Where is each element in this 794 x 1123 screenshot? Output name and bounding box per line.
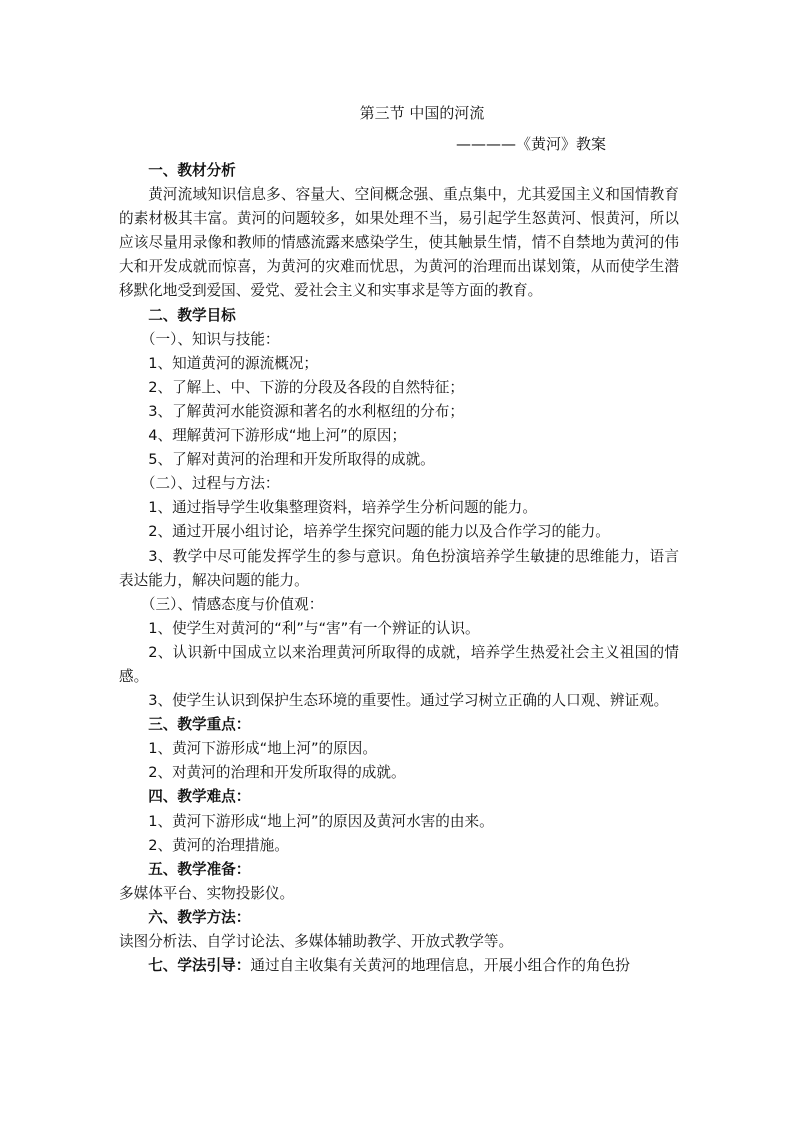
- list-item: 3、使学生认识到保护生态环境的重要性。通过学习树立正确的人口观、辨证观。: [148, 692, 669, 710]
- list-item: 1、黄河下游形成“地上河”的原因。: [148, 740, 377, 758]
- list-item: 1、黄河下游形成“地上河”的原因及黄河水害的由来。: [148, 812, 494, 830]
- subsection-heading-knowledge: （一）、知识与技能：: [140, 330, 280, 348]
- list-item: 2、通过开展小组讨论，培养学生探究问题的能力以及合作学习的能力。: [148, 523, 610, 541]
- section-7-text: 通过自主收集有关黄河的地理信息，开展小组合作的角色扮: [250, 957, 630, 975]
- section-heading-5: 五、教学准备：: [148, 860, 251, 878]
- list-item: 2、了解上、中、下游的分段及各段的自然特征；: [148, 378, 464, 396]
- subsection-heading-attitude: （三）、情感态度与价值观：: [140, 595, 324, 613]
- section-7-line: [119, 954, 679, 978]
- list-item: 2、黄河的治理措施。: [148, 836, 289, 854]
- section-heading-3: 三、教学重点：: [148, 716, 251, 734]
- list-item: 2、认识新中国成立以来治理黄河所取得的成就，培养学生热爱社会主义祖国的情感。: [119, 643, 679, 685]
- section-heading-4: 四、教学难点：: [148, 788, 251, 806]
- list-item: 4、理解黄河下游形成“地上河”的原因；: [148, 427, 407, 445]
- list-item: 3、教学中尽可能发挥学生的参与意识。角色扮演培养学生敏捷的思维能力，语言表达能力，解决问题的能力。: [119, 547, 679, 589]
- section-heading-1: 一、教材分析: [148, 162, 236, 179]
- list-item: 1、知道黄河的源流概况；: [148, 354, 319, 372]
- list-item: 2、对黄河的治理和开发所取得的成就。: [148, 764, 406, 782]
- section-heading-7: 七、学法引导：: [148, 957, 251, 975]
- list-item: 3、了解黄河水能资源和著名的水利枢纽的分布；: [148, 402, 464, 420]
- list-item: 1、使学生对黄河的“利”与“害”有一个辨证的认识。: [148, 619, 480, 637]
- section-heading-6: 六、教学方法：: [148, 908, 251, 926]
- section-1-paragraph: 黄河流域知识信息多、容量大、空间概念强、重点集中，尤其爱国主义和国情教育的素材极其丰富。黄河的问题较多，如果处理不当，易引起学生怒黄河、恨黄河，所以应该尽量用录像和教师的情感流露来感染学生，使其触景生情，情不自禁地为黄河的伟大和开发成就而惊喜，为黄河的灾难而忧思，为黄河的治理而出谋划策，从而使学生潜移默化地受到爱国、爱党、爱社会主义和实事求是等方面的教育。: [119, 186, 679, 300]
- list-item: 1、通过指导学生收集整理资料，培养学生分析问题的能力。: [148, 499, 537, 517]
- section-heading-2: 二、教学目标: [148, 306, 236, 324]
- subsection-heading-process: （二）、过程与方法：: [140, 475, 280, 493]
- list-item: 5、了解对黄河的治理和开发所取得的成就。: [148, 451, 435, 469]
- section-6-text: 读图分析法、自学讨论法、多媒体辅助教学、开放式教学等。: [119, 933, 514, 950]
- section-5-text: 多媒体平台、实物投影仪。: [119, 884, 295, 902]
- page-title: 第三节 中国的河流: [359, 104, 485, 122]
- page-subtitle: ————《黄河》教案: [456, 135, 607, 153]
- document-body: [119, 159, 679, 978]
